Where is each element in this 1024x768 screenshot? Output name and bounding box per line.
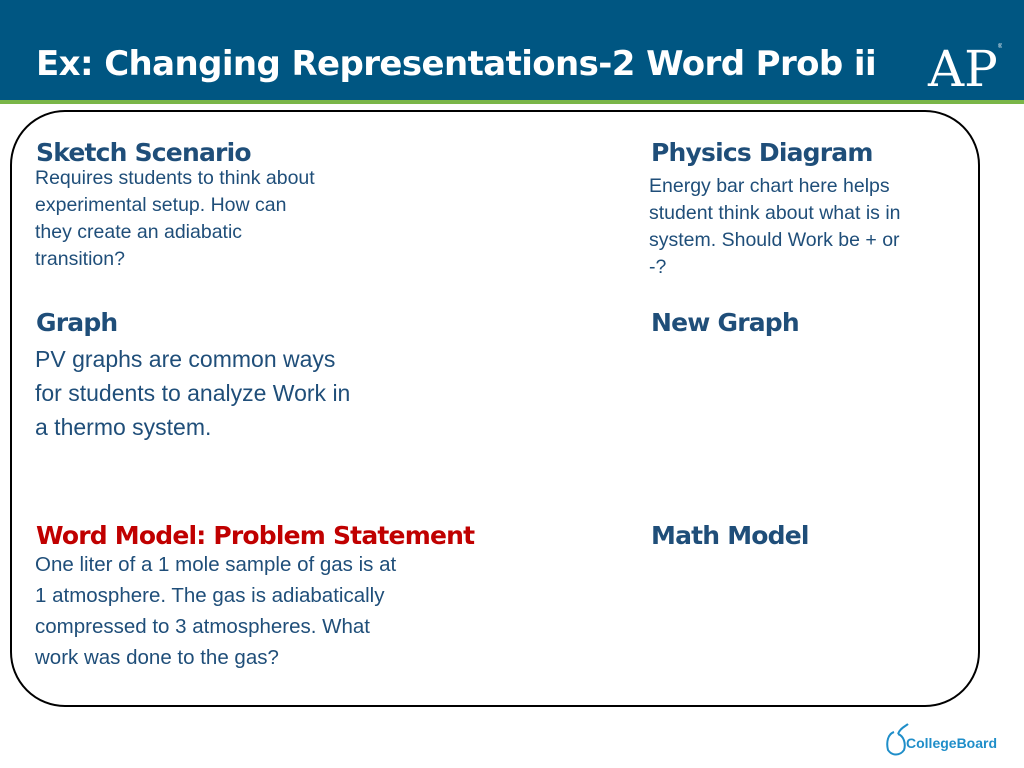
ap-logo-text: AP: [928, 40, 998, 90]
sketch-scenario-text: [35, 165, 315, 273]
text-line: Energy bar chart here helps: [649, 175, 890, 197]
physics-diagram-label: Physics Diagram: [651, 138, 873, 167]
text-line: experimental setup. How can: [35, 194, 287, 216]
text-line: they create an adiabatic: [35, 221, 243, 243]
math-model-label: Math Model: [651, 521, 809, 550]
word-model-text: [35, 549, 396, 673]
text-line: system. Should Work be + or: [649, 229, 900, 251]
collegeboard-logo: [884, 722, 1010, 758]
text-line: PV graphs are common ways: [35, 346, 336, 372]
text-line: student think about what is in: [649, 202, 901, 224]
physics-diagram-text: [649, 173, 901, 281]
text-line: a thermo system.: [35, 414, 212, 440]
ap-logo: [926, 38, 1002, 90]
text-line: One liter of a 1 mole sample of gas is at: [35, 553, 397, 576]
slide-title: Ex: Changing Representations-2 Word Prob ii: [36, 44, 877, 84]
text-line: 1 atmosphere. The gas is adiabatically: [35, 584, 385, 607]
registered-mark: ®: [998, 44, 1002, 50]
text-line: for students to analyze Work in: [35, 380, 351, 406]
word-model-label: Word Model: Problem Statement: [36, 521, 475, 550]
acorn-icon: [887, 724, 908, 755]
sketch-scenario-label: Sketch Scenario: [36, 138, 251, 167]
new-graph-label: New Graph: [651, 308, 799, 337]
text-line: transition?: [35, 248, 125, 270]
graph-text: [35, 342, 350, 444]
text-line: -?: [649, 256, 667, 278]
text-line: Requires students to think about: [35, 167, 315, 189]
text-line: work was done to the gas?: [35, 646, 279, 669]
header-rule: [0, 100, 1024, 104]
text-line: compressed to 3 atmospheres. What: [35, 615, 370, 638]
graph-label: Graph: [36, 308, 118, 337]
collegeboard-text: CollegeBoard: [906, 735, 998, 751]
